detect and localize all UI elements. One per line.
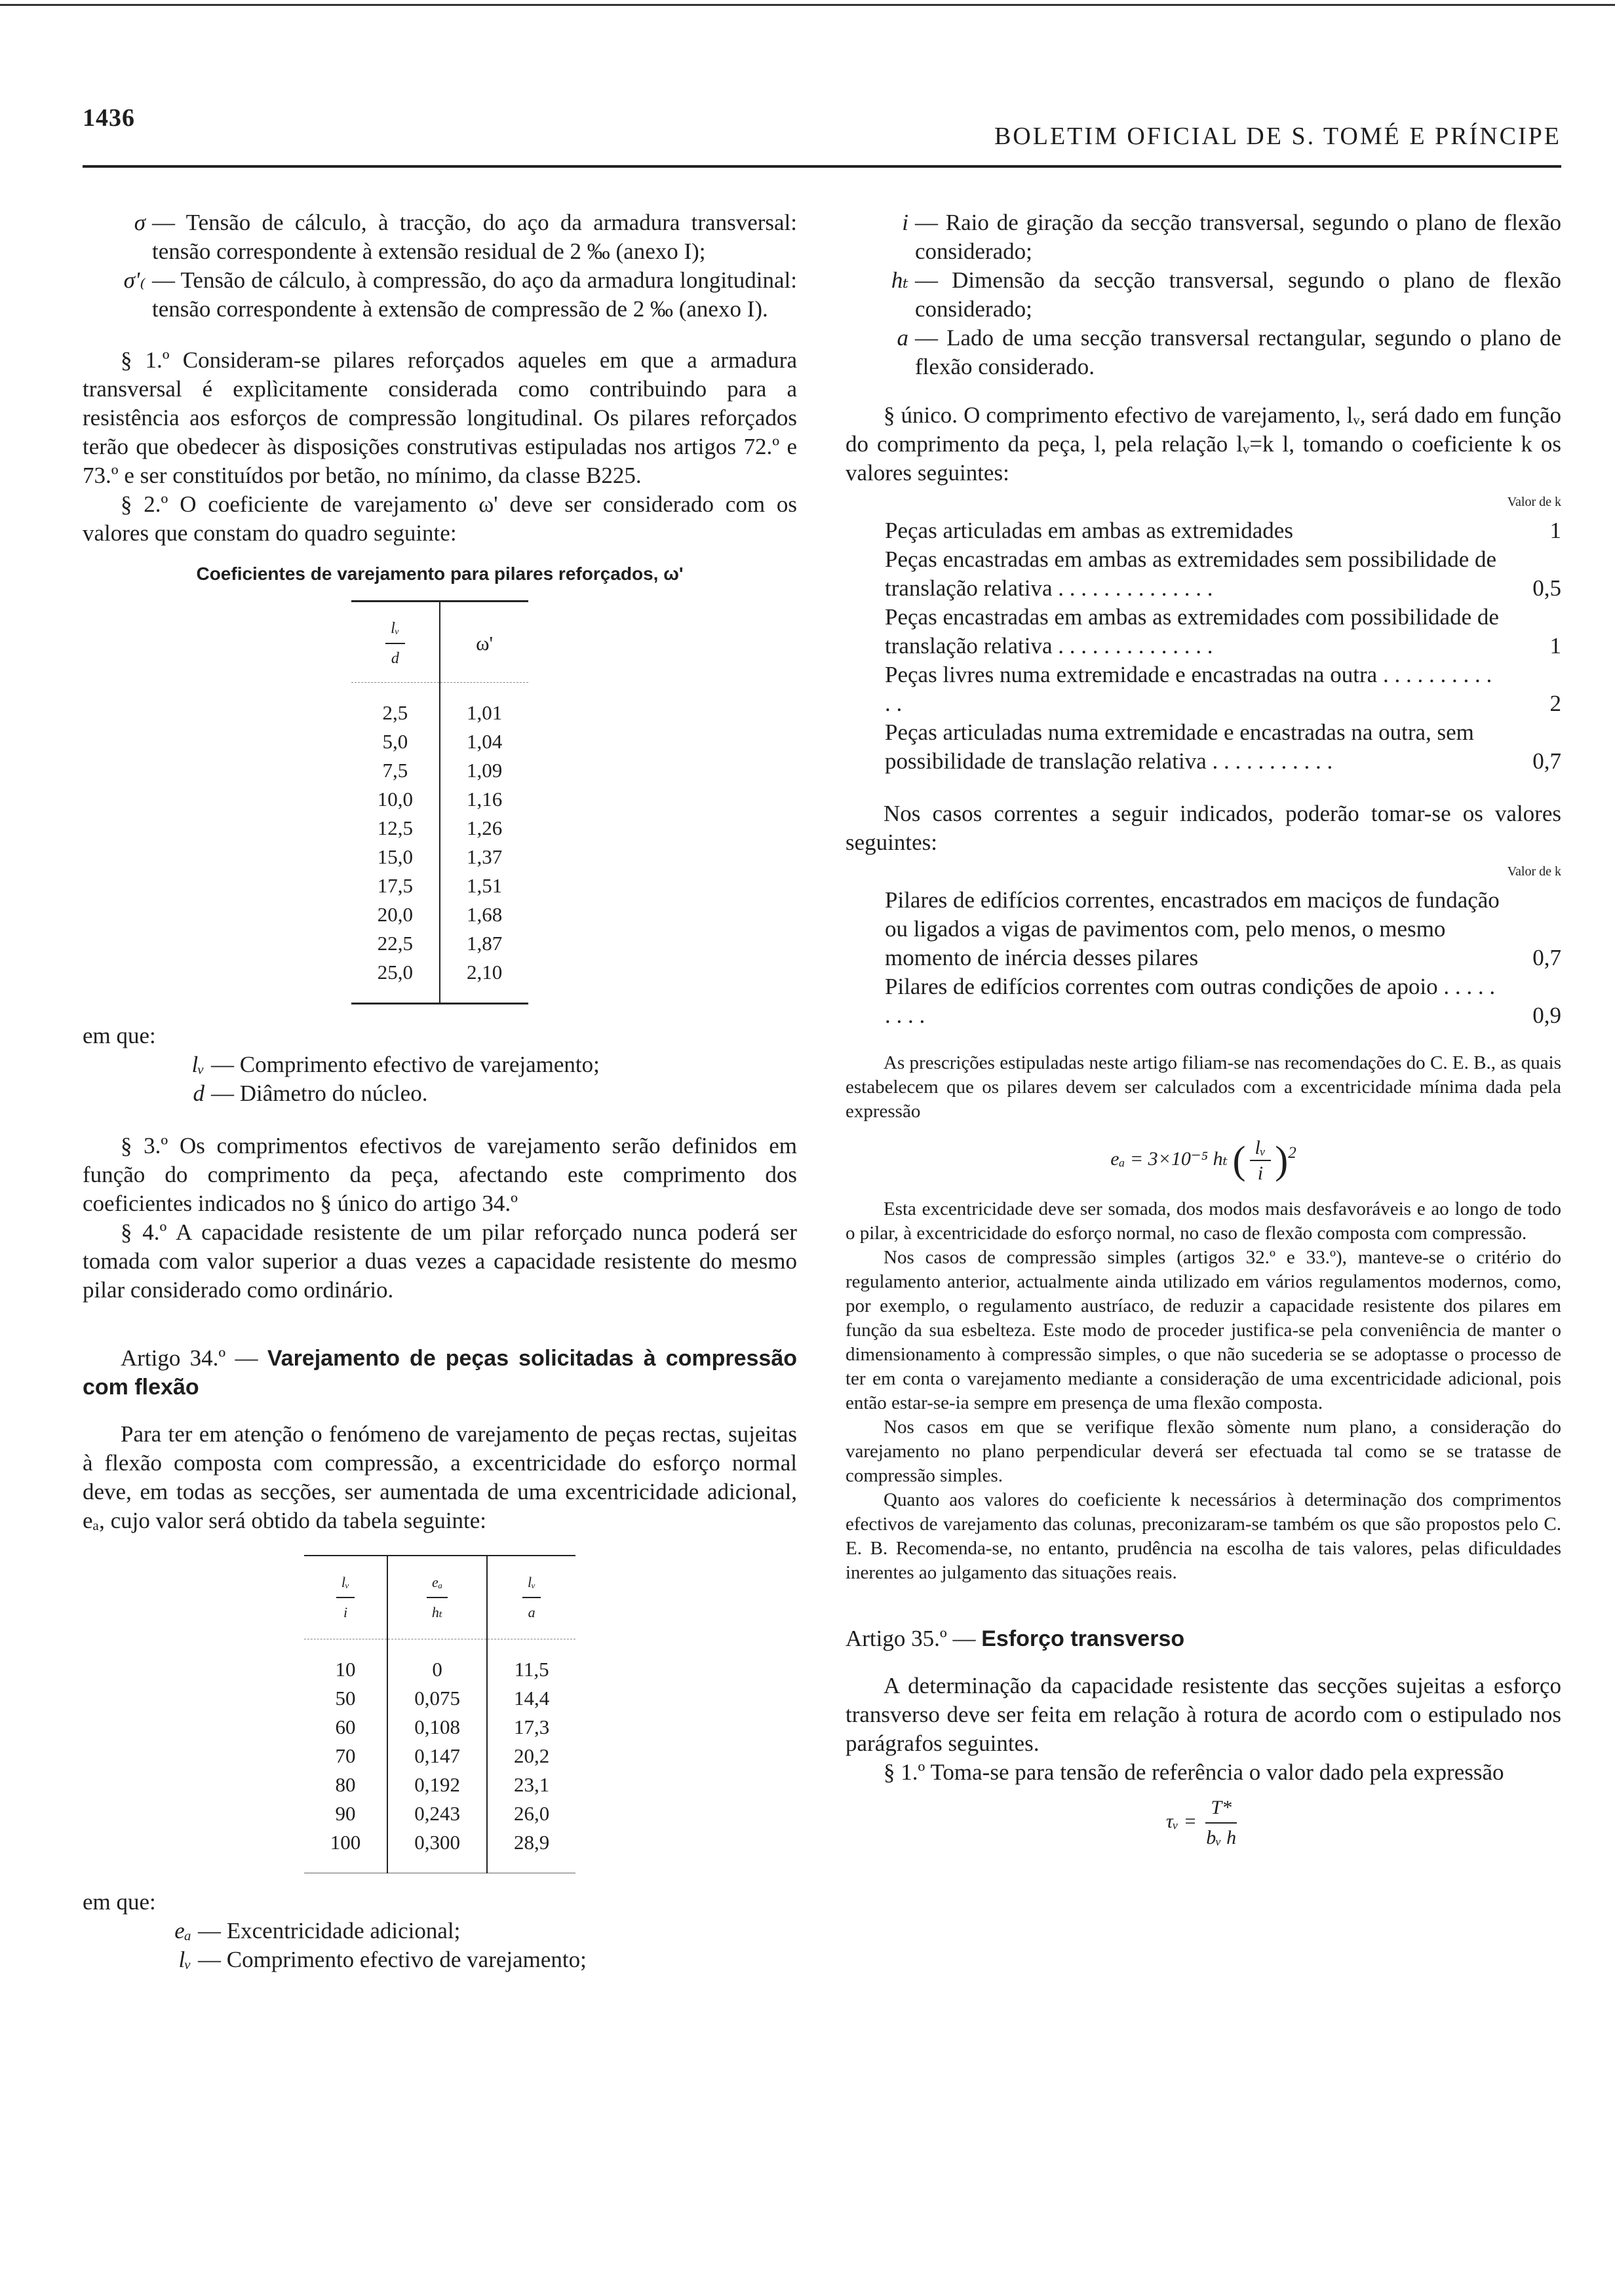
definition-item [128,1917,797,1945]
table-cell: 1,87 [467,932,503,955]
value-column-label: Valor de k [1507,495,1561,509]
table-cell: 0,147 [387,1742,487,1770]
value-column-label: Valor de k [1507,864,1561,879]
paragraph: Para ter em atenção o fenómeno de varejamento de peças rectas, sujeitas à flexão composta com compressão, a excentricidade do esforço normal deve, em todas as secções, ser aumentada de uma excentricidade adicional, eₐ, cujo valor será obtido da tabela seguinte: [83,1421,797,1533]
table-cell: 1,26 [467,816,503,839]
list-item [846,972,1561,1030]
formula-lhs: eₐ = 3×10⁻⁵ hₜ [1110,1147,1228,1170]
publication-title: BOLETIM OFICIAL DE S. TOMÉ E PRÍNCIPE [994,123,1561,150]
eccentricity-table [304,1555,576,1873]
definition-symbol: i [902,210,908,235]
list-item-value: 0,9 [1532,1003,1561,1028]
table-cell: 70 [304,1742,388,1770]
table-cell: 15,0 [351,843,440,871]
table-row [304,1639,576,1685]
list-item [846,545,1561,603]
table-row [351,727,529,756]
list-item-value: 0,7 [1532,945,1561,970]
header-ea: eₐ [427,1568,448,1598]
list-item-value: 1 [1549,633,1561,659]
table-row [304,1713,576,1742]
definition-text: — Tensão de cálculo, à compressão, do aço da armadura longitudinal: tensão correspondente à extensão de compressão de 2 ‰ (anexo I). [152,267,797,322]
table-cell: 1,37 [467,845,503,868]
table-cell: 0,075 [387,1684,487,1713]
definition-text: — Raio de giração da secção transversal, segundo o plano de flexão considerado; [915,210,1561,264]
table-cell: 26,0 [514,1802,550,1825]
definitions-list [83,1050,797,1108]
header-omega: ω' [440,602,528,683]
definitions-list [83,1917,797,1974]
paragraph: § 1.º Consideram-se pilares reforçados aqueles em que a armadura transversal é explìcitamente considerada como contribuindo para a resistência aos esforços de compressão longitudinal. Os pilares reforçados terão que obedecer às disposições construtivas estipuladas nos artigos 72.º e 73.º e ser constituídos por betão, no mínimo, da classe B225. [83,347,797,488]
header-i: i [343,1604,348,1620]
table-cell: 80 [304,1770,388,1799]
table-row [351,871,529,900]
paragraph: Nos casos correntes a seguir indicados, poderão tomar-se os valores seguintes: [846,801,1561,855]
definition-item [846,266,1561,324]
formula-eccentricity: eₐ = 3×10⁻⁵ hₜ ( $\frac{\text{lᵥ}}{i}$ )$^2$ [1110,1137,1296,1184]
note: Nos casos em que se verifique flexão sòmente num plano, a consideração do varejamento no plano perpendicular deverá ser efectuada tal como se se tratasse de compressão simples. [846,1417,1561,1486]
definition-item [128,1945,797,1974]
list-item-value: 0,5 [1532,575,1561,601]
header-lv: lᵥ [336,1568,355,1598]
definition-item [846,208,1561,266]
definition-symbol: eₐ [174,1918,191,1943]
table-cell: 0 [387,1639,487,1685]
table-cell: 14,4 [514,1687,550,1710]
table-row [304,1828,576,1873]
formula-denominator: bᵥ h [1206,1827,1237,1848]
formula-lhs: τᵥ = [1165,1810,1197,1832]
header-d: d [391,650,399,667]
table-cell: 0,108 [387,1713,487,1742]
table-cell: 1,04 [467,730,503,753]
list-item-text: Peças articuladas numa extremidade e encastradas na outra, sem possibilidade de translação relativa . . . . . . . . . . . [885,719,1474,774]
table-row [351,756,529,785]
paragraph: A determinação da capacidade resistente das secções sujeitas a esforço transverso deve ser feita em relação à rotura de acordo com o estipulado nos parágrafos seguintes. [846,1673,1561,1756]
list-item [846,886,1561,972]
table-cell: 22,5 [351,929,440,958]
definition-symbol: σ [134,210,146,235]
table-cell: 17,5 [351,871,440,900]
table-row [351,929,529,958]
article-number: Artigo 34.º — [121,1345,258,1371]
list-item [846,516,1561,545]
table-cell: 50 [304,1684,388,1713]
table-row [351,683,529,728]
table-cell: 1,09 [467,759,503,782]
header-rule [83,165,1561,168]
header-lv: lᵥ [522,1568,541,1598]
definition-text: — Comprimento efectivo de varejamento; [198,1947,587,1972]
table-cell: 10 [304,1639,388,1685]
table-cell: 23,1 [514,1773,550,1796]
table-row [304,1770,576,1799]
table-cell: 28,9 [514,1831,550,1854]
definition-text: — Diâmetro do núcleo. [211,1081,428,1106]
top-edge-rule [0,4,1615,6]
definition-item [142,1079,797,1108]
definition-item [142,1050,797,1079]
table-cell: 2,5 [351,683,440,728]
definition-symbol: lᵥ [191,1052,204,1077]
table-row [351,900,529,929]
paragraph: § 1.º Toma-se para tensão de referência o valor dado pela expressão [884,1759,1504,1785]
note: As prescrições estipuladas neste artigo filiam-se nas recomendações do C. E. B., as quais estabelecem que os pilares devem ser calculados com a excentricidade mínima dada pela expressão [846,1052,1561,1122]
definition-symbol: σ'₍ [123,267,146,293]
table-row [351,958,529,1004]
list-item [846,718,1561,776]
paragraph: § 3.º Os comprimentos efectivos de varejamento serão definidos em função do comprimento da peça, afectando este comprimento dos coeficientes indicados no § único do artigo 34.º [83,1133,797,1216]
header-ht: hₜ [431,1604,443,1620]
definition-symbol: lᵥ [178,1947,191,1972]
table-cell: 90 [304,1799,388,1828]
definition-text: — Tensão de cálculo, à tracção, do aço da armadura transversal: tensão correspondente à extensão residual de 2 ‰ (anexo I); [152,210,797,264]
list-item-text: Peças encastradas em ambas as extremidades sem possibilidade de translação relativa . . . . . . . . . . . . . . [885,546,1497,601]
article-34-heading [83,1344,797,1402]
definition-symbol: hₜ [891,267,908,293]
definition-item [83,208,797,266]
table-row [304,1684,576,1713]
table-cell: 0,192 [387,1770,487,1799]
definition-text: — Excentricidade adicional; [198,1918,461,1943]
coefficients-table [351,600,529,1004]
list-item-text: Pilares de edifícios correntes com outras condições de apoio . . . . . . . . . [885,974,1496,1028]
note: Esta excentricidade deve ser somada, dos modos mais desfavoráveis e ao longo de todo o pilar, à excentricidade do esforço normal, no caso de flexão composta com compressão. [846,1198,1561,1244]
paragraph: § 2.º O coeficiente de varejamento ω' deve ser considerado com os valores que constam do quadro seguinte: [83,491,797,546]
commentary [846,1051,1561,1585]
formula-denominator: i [1257,1162,1264,1184]
page-number: 1436 [83,104,135,132]
note: Quanto aos valores do coeficiente k necessários à determinação dos comprimentos efectivos de varejamento das colunas, preconizaram-se também os que são propostos pelo C. E. B. Recomenda-se, no entanto, prudência na escolha de tais valores, pelas dificuldades inerentes ao julgamento das situações reais. [846,1489,1561,1583]
list-item-value: 0,7 [1532,748,1561,774]
definition-item [83,266,797,324]
article-number: Artigo 35.º — [846,1626,976,1651]
em-que-label: em que: [83,1889,156,1915]
table-caption: Coeficientes de varejamento para pilares reforçados, ω' [196,564,684,584]
header-a: a [528,1604,535,1620]
definitions-list [846,208,1561,381]
table-row [351,814,529,843]
table-cell: 17,3 [514,1715,550,1738]
list-item-value: 1 [1549,518,1561,543]
list-item [846,603,1561,660]
table-cell: 2,10 [467,961,503,984]
table-cell: 60 [304,1713,388,1742]
table-cell: 0,300 [387,1828,487,1873]
definition-symbol: d [193,1081,204,1106]
paragraph: § 4.º A capacidade resistente de um pilar reforçado nunca poderá ser tomada com valor superior a duas vezes a capacidade resistente do mesmo pilar considerado como ordinário. [83,1219,797,1303]
definition-symbol: a [897,325,908,351]
table-cell: 1,51 [467,874,503,897]
definitions-list [83,208,797,324]
table-cell: 1,01 [467,701,503,724]
header-lv: lᵥ [385,614,404,644]
list-item-text: Peças articuladas em ambas as extremidades [885,518,1293,543]
note: Nos casos de compressão simples (artigos 32.º e 33.º), manteve-se o critério do regulamento anterior, actualmente ainda utilizado em vários regulamentos modernos, como, por exemplo, o regulamento austríaco, de reduzir a capacidade resistente dos pilares em função da sua esbelteza. Este modo de proceder justifica-se pela conveniência de manter o dimensionamento à compressão simples, o que não sucederia se se adoptasse o processo de ter em conta o varejamento mediante a consideração de uma excentricidade adicional, pois então estar-se-ia sempre em presença de uma flexão composta. [846,1247,1561,1413]
table-cell: 25,0 [351,958,440,1004]
definition-item [846,324,1561,381]
table-row [304,1742,576,1770]
table-cell: 20,0 [351,900,440,929]
list-item-text: Peças livres numa extremidade e encastradas na outra . . . . . . . . . . . . [885,662,1492,716]
table-cell: 11,5 [514,1658,549,1681]
list-item-text: Pilares de edifícios correntes, encastrados em maciços de fundação ou ligados a vigas de pavimentos com, pelo menos, o mesmo momento de inércia desses pilares [885,887,1500,970]
formula-shear-stress [846,1793,1561,1852]
k-values-list [846,516,1561,776]
list-item [846,660,1561,718]
article-title: Varejamento de peças solicitadas à compressão com flexão [83,1346,798,1400]
list-item-value: 2 [1549,691,1561,716]
table-row [351,843,529,871]
formula-numerator: T* [1205,1793,1237,1824]
em-que-label: em que: [83,1023,156,1048]
definition-text: — Comprimento efectivo de varejamento; [211,1052,600,1077]
table-cell: 1,68 [467,903,503,926]
table-cell: 10,0 [351,785,440,814]
k-values-list [846,886,1561,1030]
article-35-heading [846,1624,1561,1653]
table-cell: 12,5 [351,814,440,843]
table-cell: 100 [304,1828,388,1873]
paragraph: § único. O comprimento efectivo de varejamento, lᵥ, será dado em função do comprimento da peça, l, pela relação lᵥ=k l, tomando o coeficiente k os valores seguintes: [846,402,1561,486]
table-cell: 0,243 [387,1799,487,1828]
article-title: Esforço transverso [981,1626,1185,1651]
formula-exponent: 2 [1288,1143,1296,1162]
table-row [351,785,529,814]
table-cell: 1,16 [467,788,503,811]
formula-numerator: lᵥ [1250,1136,1272,1161]
right-column [846,208,1561,1864]
definition-text: — Dimensão da secção transversal, segundo o plano de flexão considerado; [915,267,1561,322]
table-cell: 20,2 [514,1744,550,1767]
table-cell: 7,5 [351,756,440,785]
table-row [304,1799,576,1828]
table-cell: 5,0 [351,727,440,756]
definition-text: — Lado de uma secção transversal rectangular, segundo o plano de flexão considerado. [915,325,1561,379]
left-column [83,208,797,1974]
list-item-text: Peças encastradas em ambas as extremidades com possibilidade de translação relativa . . . . . . . . . . . . . . [885,604,1499,659]
